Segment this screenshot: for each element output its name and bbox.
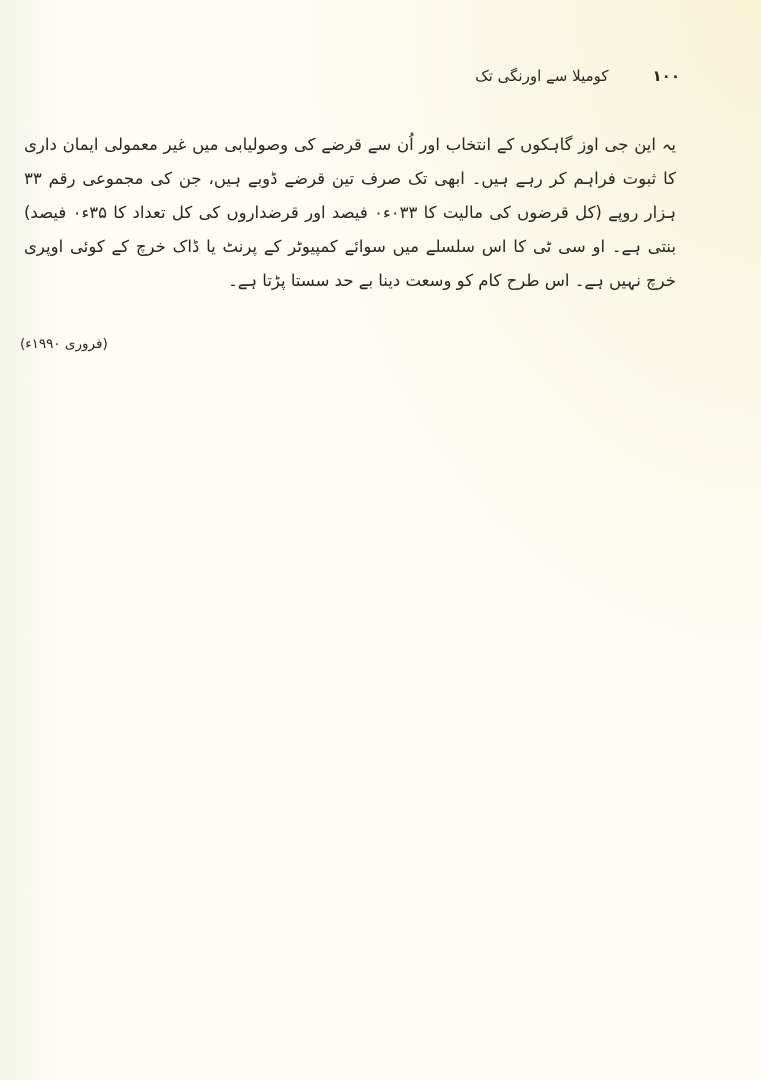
date-note: (فروری ۱۹۹۰ء) xyxy=(20,336,108,352)
body-paragraph: یہ این جی اوز گاہکوں کے انتخاب اور اُن سے قرضے کی وصولیابی میں غیر معمولی ایمان داری کا ثبوت فراہم کر رہے ہیں۔ ابھی تک صرف تین قرضے ڈوبے ہیں، جن کی مجموعی رقم ۳۳ ہزار روپے (کل قرضوں کی مالیت کا ۰۳۳ء۰ فیصد اور قرضداروں کی کل تعداد کا ۳۵ء۰ فیصد) بنتی ہے۔ او سی ٹی کا اس سلسلے میں سوائے کمپیوٹر کے پرنٹ یا ڈاک خرچ کے کوئی اوپری خرچ نہیں ہے۔ اس طرح کام کو وسعت دینا بے حد سستا پڑتا ہے۔ xyxy=(24,135,677,290)
book-title: کومیلا سے اورنگی تک xyxy=(475,67,609,85)
running-header xyxy=(440,62,680,90)
page-number: ۱۰۰ xyxy=(652,67,680,85)
